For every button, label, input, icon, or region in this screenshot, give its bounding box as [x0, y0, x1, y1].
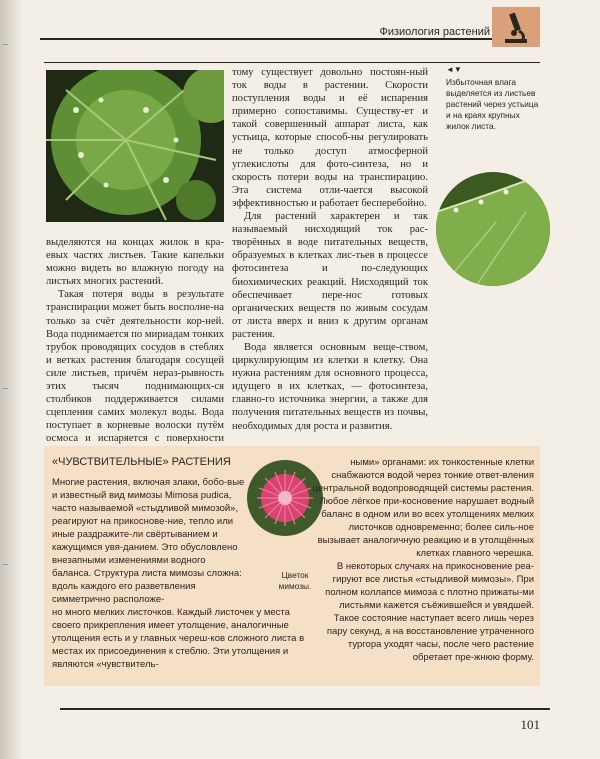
- margin-mark: ~: [2, 384, 9, 393]
- bottom-rule: [60, 708, 550, 710]
- top-rule: [44, 62, 540, 63]
- paragraph: Многие растения, включая злаки, бобо-вые и известный вид мимозы Mimosa pudica, часто называемой «стыдливой мимозой», реагируют на прикоснове-ние, тепло или иные раздражите-ли свёртыванием и кажущимся увя-данием. Это обусловлено внезапными изменениями водного баланса. Структура листа мимозы сложна: вдоль каждого его разветвления симметрично расположе-: [52, 477, 245, 605]
- leaf-dewdrops-photo: [46, 70, 224, 222]
- margin-mark: ~: [2, 560, 9, 569]
- box-text-b: [52, 606, 320, 671]
- text-column-2: [232, 66, 428, 433]
- margin-mark: ~: [2, 40, 9, 49]
- leaf-edge-photo: [436, 172, 550, 286]
- paragraph: тому существует довольно постоян-ный ток воды в растении. Скорости поступления воды и её испарения примерно сопоставимы. Существу-ет и такой совершенный аппарат листа, как устьица, которые способ-ны регулировать не только доступ атмосферной углекислоты для фото-синтеза, но и скорость потери воды на транспирацию. Эта система отли-чается высокой эффективностью и работает бесперебойно.: [232, 67, 428, 209]
- box-text-a: [52, 476, 246, 606]
- paragraph: но много мелких листочков. Каждый листочек у места своего прикрепления имеет утолщение, аналогичные утолщения есть и у главных череш-ков сложного листа в местах их присоединения к стеблю. Эти утолщения и являются «чувствитель-: [52, 607, 305, 670]
- paragraph: В некоторых случаях на прикосновение реа-гируют все листья «стыдливой мимозы». При полном коллапсе мимоза с плотно прижаты-ми листьями кажется съёжившейся и увядшей. Такое состояние наступает всего лишь через пару секунд, а на восстановление утраченного тургора уходят часы, после чего растение обретает пре-жнюю форму.: [325, 561, 534, 663]
- box-title: «ЧУВСТВИТЕЛЬНЫЕ» РАСТЕНИЯ: [52, 456, 231, 468]
- paragraph: ными» органами: их тонкостенные клетки снабжаются водой через тонкие ответ-вления центральной водопроводящей системы растения. Любое лёгкое при-косновение нарушает водный баланс в одном или во всех утолщениях мелких листочков одновременно; более силь-ное вызывает аналогичную реакцию и в утолщённых клетках главного черешка.: [312, 457, 534, 559]
- box-text-c: [312, 456, 534, 664]
- page-number: 101: [520, 717, 540, 732]
- sidebar-caption: [446, 64, 542, 132]
- paragraph: Вода является основным веще-ством, циркулирующим из клетки в клетку. Она нужна растениям для основного процесса, идущего в их клетках, — фотосинтеза, главно-го источника энергии, а также для получения питательных веществ из почвы, необходимых для роста и развития.: [232, 341, 428, 432]
- section-title: Физиология растений: [379, 26, 490, 38]
- mimosa-caption: Цветок мимозы.: [278, 570, 312, 591]
- sidebar-caption-text: Избыточная влага выделяется из листьев растений через устьица и на краях крупных жилок листа.: [446, 77, 539, 131]
- microscope-icon: [492, 7, 540, 47]
- paragraph: Такая потеря воды в результате транспирации может быть восполне-на только за счёт деятельности кор-ней. Вода поднимается по мириадам тонких трубок проводящих сосудов в стеблях и ветках растения благодаря сосущей силе листьев, причём нераз-рывность этих тысяч поднимающих-ся столбиков поддерживается силами сцепления самих молекул воды. Вода поступает в корневые волоски путём осмоса и испаряется с поверхности: [46, 289, 224, 445]
- paragraph: Для растений характерен и так называемый нисходящий ток рас-творённых в воде питательных веществ, образуемых в клетках лис-тьев в процессе фотосинтеза и по-следующих биохимических реакций. Нисходящий ток обеспечивает пере-нос готовых органических веществ по живым сосудам от листа вверх и вниз к другим органам растения.: [232, 211, 428, 340]
- paragraph: выделяются на концах жилок в кра-евых частях листьев. Такие капельки можно видеть во влажную погоду на листьях многих растений.: [46, 237, 224, 288]
- book-spine: [0, 0, 22, 759]
- text-column-1: [46, 236, 224, 459]
- caption-arrows-icon: ◄▼: [446, 65, 462, 74]
